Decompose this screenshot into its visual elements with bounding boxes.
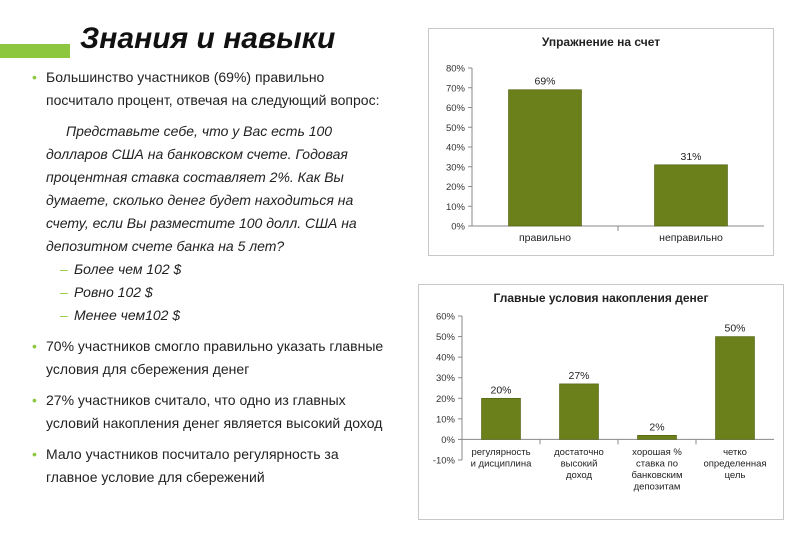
chart-1	[428, 28, 774, 256]
data-label: 31%	[680, 150, 702, 163]
bar	[482, 398, 521, 439]
bar	[560, 384, 599, 440]
y-tick-label: 20%	[445, 182, 465, 193]
slide-body	[32, 66, 392, 489]
x-tick-label: определенная	[703, 458, 767, 470]
x-tick-label: неправильно	[659, 232, 723, 244]
y-tick-label: 70%	[445, 83, 465, 95]
chart-title: Упражнение на счет	[541, 35, 661, 49]
y-tick-label: 10%	[445, 201, 465, 213]
x-tick-label: доход	[566, 470, 592, 481]
x-tick-label: и дисциплина	[470, 458, 532, 470]
chart-title: Главные условия накопления денег	[493, 291, 709, 305]
x-tick-label: четко	[723, 447, 747, 458]
x-tick-label: регулярность	[471, 447, 531, 458]
bar	[655, 165, 728, 226]
option-2: – Ровно 102 $	[32, 281, 392, 304]
x-tick-label: достаточно	[554, 447, 604, 458]
data-label: 27%	[568, 369, 590, 382]
x-tick-label: высокий	[560, 458, 598, 470]
option-1: – Более чем 102 $	[32, 258, 392, 281]
y-tick-label: 60%	[445, 103, 465, 114]
bullet-2: • 70% участников смогло правильно указать главные условия для сбережения денег	[32, 335, 392, 381]
y-tick-label: 50%	[435, 332, 455, 344]
y-tick-label: 40%	[445, 142, 465, 154]
bullet-3: • 27% участников считало, что одно из главных условий накопления денег является высокий доход	[32, 389, 392, 435]
data-label: 69%	[534, 75, 556, 88]
x-tick-label: депозитам	[633, 481, 681, 493]
x-tick-label: банковским	[631, 470, 683, 481]
x-tick-label: правильно	[518, 232, 572, 244]
y-tick-label: 80%	[445, 63, 465, 75]
y-tick-label: 50%	[445, 122, 465, 134]
accent-bar	[0, 44, 70, 58]
y-tick-label: 40%	[435, 352, 455, 364]
y-tick-label: 10%	[435, 414, 455, 426]
bar	[638, 435, 677, 439]
x-tick-label: хорошая %	[632, 447, 682, 458]
y-tick-label: 0%	[441, 434, 455, 446]
y-tick-label: 30%	[435, 373, 455, 385]
option-3: – Менее чем102 $	[32, 304, 392, 327]
y-tick-label: 60%	[435, 311, 455, 323]
y-tick-label: -10%	[432, 455, 455, 467]
y-tick-label: 0%	[451, 221, 465, 233]
bar	[716, 337, 755, 440]
chart-2	[418, 284, 784, 520]
bullet-1: • Большинство участников (69%) правильно посчитало процент, отвечая на следующий вопрос:	[32, 66, 392, 112]
bullet-4: • Мало участников посчитало регулярность за главное условие для сбережений	[32, 443, 392, 489]
y-tick-label: 20%	[435, 393, 455, 405]
data-label: 20%	[490, 384, 512, 397]
bar	[509, 90, 582, 226]
x-tick-label: ставка по	[635, 458, 679, 470]
data-label: 50%	[724, 322, 746, 335]
slide-title: Знания и навыки	[80, 22, 336, 55]
question-text: Представьте себе, что у Вас есть 100 долларов США на банковском счете. Годовая процентная ставка составляет 2%. Как Вы думаете, сколько денег будет находиться на счету, если Вы разместите 100 долл. США на депозитном счете банка на 5 лет?	[46, 123, 357, 254]
y-tick-label: 30%	[445, 162, 465, 174]
x-tick-label: цель	[724, 470, 746, 481]
data-label: 2%	[649, 421, 665, 434]
